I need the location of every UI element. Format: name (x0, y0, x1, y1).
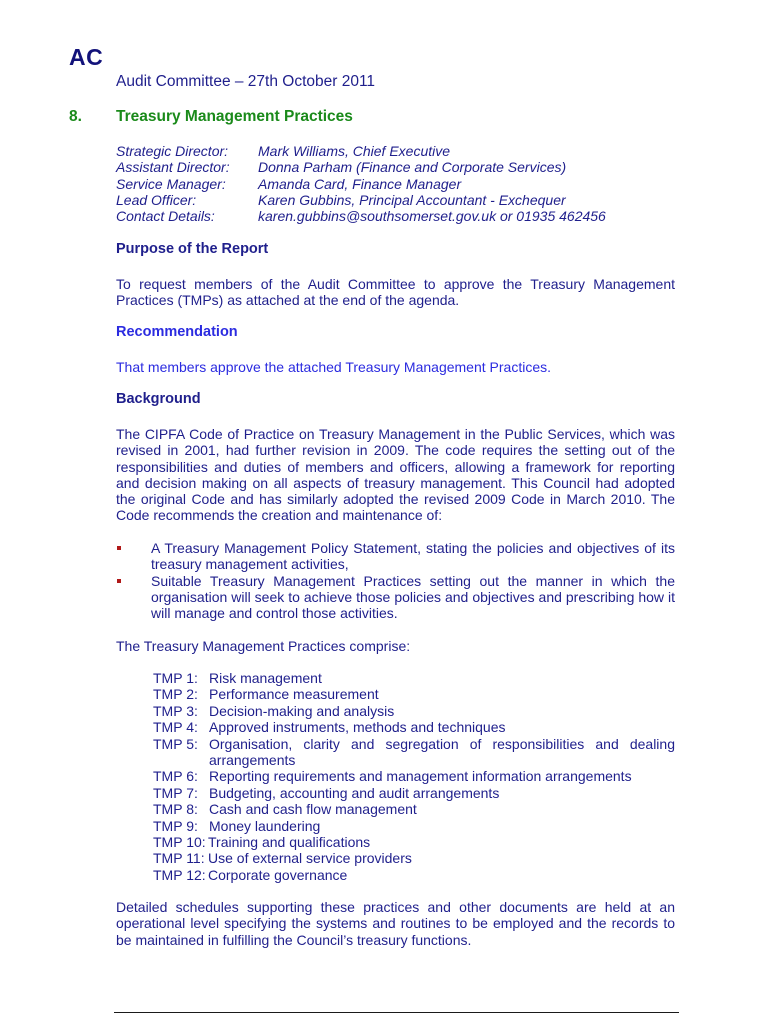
officer-row (116, 192, 606, 208)
tmp-description: Approved instruments, methods and techniques (209, 719, 506, 736)
bullet-marker-icon (117, 546, 121, 550)
tmp-code: TMP 5: (153, 735, 198, 752)
officer-row (116, 159, 606, 175)
closing-text: Detailed schedules supporting these practices and other documents are held at an operational level specifying the systems and routines to be employed and the records to be maintained in fulfilling the Council’s treasury functions. (116, 899, 675, 948)
tmp-item (153, 736, 675, 769)
tmp-item (153, 818, 675, 834)
officer-role: Assistant Director: (116, 159, 230, 176)
meeting-title: Audit Committee – 27th October 2011 (116, 73, 376, 90)
tmp-description: Corporate governance (208, 866, 348, 883)
tmp-code: TMP 1: (153, 670, 198, 686)
officer-row (116, 176, 606, 192)
tmp-item (153, 768, 675, 784)
officer-details (116, 143, 606, 224)
tmp-code: TMP 9: (153, 817, 198, 834)
purpose-heading: Purpose of the Report (116, 241, 269, 257)
bullet-item (116, 540, 675, 573)
tmp-item (153, 785, 675, 801)
officer-role: Service Manager: (116, 175, 226, 192)
tmp-description: Decision-making and analysis (209, 702, 395, 719)
agenda-item-title: Treasury Management Practices (116, 108, 353, 125)
recommendation-heading: Recommendation (116, 324, 238, 340)
tmp-intro: The Treasury Management Practices comprise: (116, 638, 411, 654)
tmp-description: Reporting requirements and management information arrangements (209, 768, 632, 785)
purpose-text: To request members of the Audit Committee to approve the Treasury Management Practices (TMPs) as attached at the end of the agenda. (116, 276, 675, 309)
tmp-code: TMP 10: (153, 834, 206, 851)
tmp-description: Performance measurement (209, 686, 379, 703)
recommendation-text: That members approve the attached Treasury Management Practices. (116, 359, 551, 375)
tmp-code: TMP 3: (153, 702, 198, 719)
bullet-text: A Treasury Management Policy Statement, stating the policies and objectives of its treasury management activities, (151, 540, 675, 573)
bullet-list (116, 540, 675, 621)
footer-divider (114, 1012, 679, 1013)
tmp-description: Training and qualifications (208, 834, 371, 851)
officer-role: Strategic Director: (116, 143, 229, 159)
officer-row (116, 143, 606, 159)
tmp-code: TMP 8: (153, 801, 198, 818)
contact-details: karen.gubbins@southsomerset.gov.uk or 01935 462456 (258, 208, 606, 225)
tmp-description: Money laundering (209, 817, 321, 834)
bullet-item (116, 573, 675, 622)
officer-name: Amanda Card, Finance Manager (258, 175, 462, 192)
tmp-item (153, 719, 675, 735)
tmp-item (153, 850, 675, 866)
tmp-item (153, 801, 675, 817)
officer-name: Mark Williams, Chief Executive (258, 143, 451, 159)
tmp-item (153, 834, 675, 850)
background-heading: Background (116, 391, 201, 407)
bullet-text: Suitable Treasury Management Practices setting out the manner in which the organisation will seek to achieve those policies and objectives and prescribing how it will manage and control those activities. (151, 572, 675, 622)
tmp-description: Cash and cash flow management (209, 801, 417, 818)
tmp-description: Risk management (209, 670, 322, 686)
tmp-description: Use of external service providers (208, 850, 412, 867)
tmp-code: TMP 11: (153, 850, 205, 867)
tmp-item (153, 867, 675, 883)
bullet-marker-icon (117, 579, 121, 583)
tmp-item (153, 670, 675, 686)
tmp-code: TMP 6: (153, 768, 198, 785)
tmp-code: TMP 12: (153, 866, 206, 883)
tmp-description: Organisation, clarity and segregation of responsibilities and dealing arrangements (209, 735, 675, 769)
tmp-description: Budgeting, accounting and audit arrangements (209, 784, 500, 801)
tmp-code: TMP 2: (153, 686, 198, 703)
officer-name: Karen Gubbins, Principal Accountant - Exchequer (258, 191, 566, 208)
tmp-item (153, 686, 675, 702)
agenda-item-number: 8. (69, 108, 82, 125)
tmp-code: TMP 7: (153, 784, 198, 801)
officer-row (116, 208, 606, 224)
officer-role: Contact Details: (116, 208, 215, 225)
committee-logo: AC (69, 44, 104, 70)
officer-role: Lead Officer: (116, 191, 197, 208)
tmp-code: TMP 4: (153, 719, 198, 736)
officer-name: Donna Parham (Finance and Corporate Services) (258, 159, 567, 176)
background-text: The CIPFA Code of Practice on Treasury Management in the Public Services, which was revised in 2001, had further revision in 2009. The code requires the setting out of the responsibilities and duties of members and officers, allowing a framework for reporting and decision making on all aspects of treasury management. This Council had adopted the original Code and has similarly adopted the revised 2009 Code in March 2010. The Code recommends the creation and maintenance of: (116, 426, 675, 524)
tmp-list (153, 670, 675, 883)
tmp-item (153, 703, 675, 719)
